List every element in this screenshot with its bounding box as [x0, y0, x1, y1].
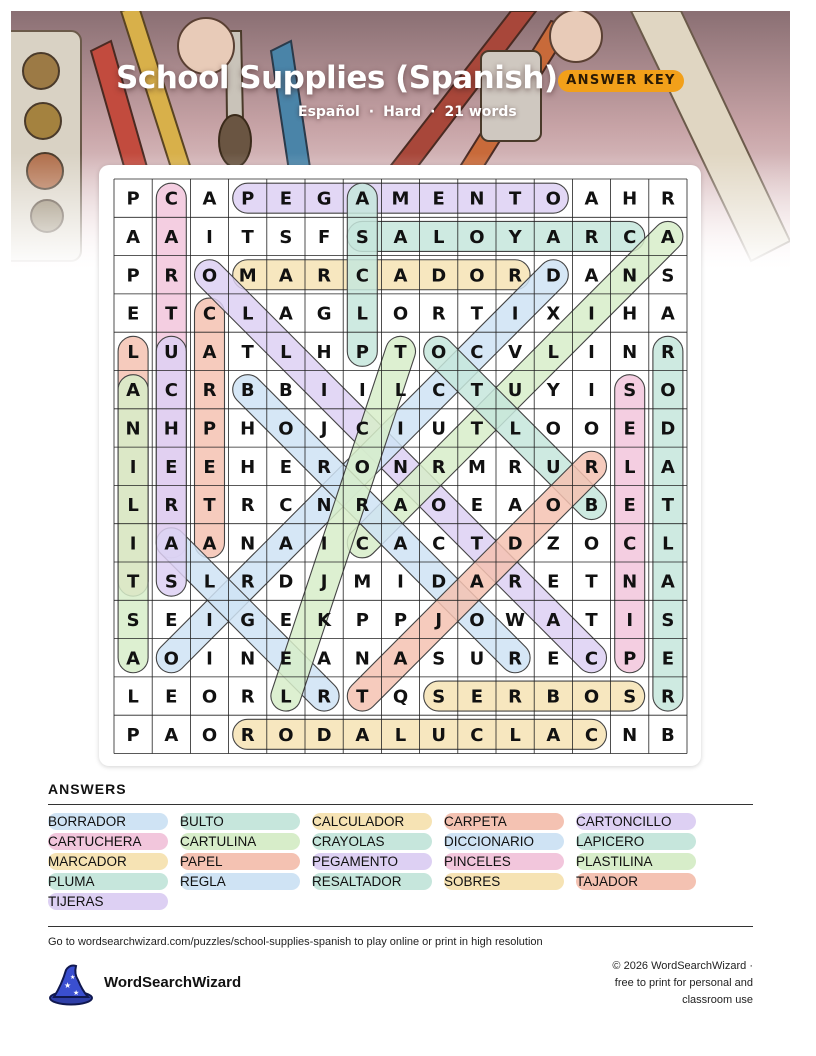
grid-letter: S	[432, 648, 446, 670]
grid-letter: C	[355, 265, 369, 287]
copyright-line: classroom use	[682, 994, 753, 1006]
grid-letter: S	[164, 571, 178, 593]
answer-word: CARPETA	[444, 813, 564, 830]
grid-letter: H	[163, 418, 179, 440]
grid-letter: R	[240, 495, 255, 517]
grid-letter: O	[545, 188, 561, 210]
grid-letter: R	[660, 341, 675, 363]
grid-letter: L	[356, 303, 369, 325]
grid-letter: N	[622, 265, 638, 287]
grid-letter: M	[353, 571, 372, 593]
grid-letter: E	[165, 456, 178, 478]
grid-letter: A	[660, 303, 675, 325]
grid-letter: R	[431, 303, 446, 325]
grid-letter: K	[317, 609, 332, 631]
grid-letter: B	[584, 495, 599, 517]
grid-letter: U	[507, 380, 523, 402]
grid-letter: R	[508, 456, 523, 478]
grid-letter: A	[126, 648, 141, 670]
grid-letter: E	[547, 648, 560, 670]
grid-letter: T	[470, 380, 484, 402]
answer-word: CALCULADOR	[312, 813, 432, 830]
brand-name: WordSearchWizard	[104, 974, 242, 991]
grid-letter: A	[355, 188, 370, 210]
grid-letter: C	[432, 533, 446, 555]
footer-divider	[48, 926, 753, 927]
grid-letter: R	[317, 686, 332, 708]
grid-letter: L	[509, 724, 521, 746]
grid-letter: S	[432, 686, 446, 708]
grid-letter: A	[355, 724, 370, 746]
grid-letter: A	[393, 495, 408, 517]
answer-word: PAPEL	[180, 853, 300, 870]
grid-letter: A	[660, 571, 675, 593]
grid-letter: R	[202, 380, 217, 402]
grid-letter: P	[241, 188, 255, 210]
grid-letter: A	[584, 188, 599, 210]
grid-letter: R	[317, 265, 332, 287]
grid-letter: I	[626, 609, 634, 631]
grid-letter: O	[201, 686, 218, 708]
grid-letter: L	[432, 226, 445, 248]
answers-heading: ANSWERS	[48, 781, 127, 797]
grid-letter: S	[355, 226, 369, 248]
grid-letter: C	[584, 648, 599, 670]
grid-letter: M	[391, 188, 410, 210]
grid-letter: S	[623, 380, 637, 402]
grid-letter: C	[355, 418, 369, 440]
grid-letter: I	[397, 418, 404, 440]
grid-letter: B	[661, 724, 675, 746]
answer-word: PLASTILINA	[576, 853, 696, 870]
grid-letter: E	[279, 648, 293, 670]
grid-letter: T	[394, 341, 407, 363]
answer-word: CRAYOLAS	[312, 833, 432, 850]
grid-letter: C	[355, 533, 369, 555]
grid-letter: L	[623, 456, 636, 478]
answer-word: MARCADOR	[48, 853, 168, 870]
grid-letter: I	[358, 380, 366, 402]
grid-letter: U	[545, 456, 561, 478]
grid-letter: P	[355, 341, 369, 363]
grid-letter: S	[623, 686, 637, 708]
grid-letter: P	[126, 265, 140, 287]
grid-letter: D	[431, 265, 447, 287]
svg-text:★: ★	[73, 990, 80, 997]
grid-letter: I	[206, 226, 213, 248]
grid-letter: A	[546, 724, 561, 746]
grid-letter: A	[164, 533, 179, 555]
grid-letter: D	[431, 571, 447, 593]
answer-word: PINCELES	[444, 853, 564, 870]
grid-letter: R	[584, 456, 599, 478]
grid-letter: U	[431, 418, 447, 440]
grid-letter: O	[469, 226, 485, 248]
footer-link-text[interactable]: Go to wordsearchwizard.com/puzzles/school-supplies-spanish to play online or print in high resolution	[48, 936, 543, 948]
grid-letter: I	[320, 533, 328, 555]
grid-letter: D	[545, 265, 561, 287]
grid-letter: J	[320, 418, 328, 440]
grid-letter: O	[354, 456, 370, 478]
grid-letter: I	[129, 533, 137, 555]
grid-letter: N	[469, 188, 485, 210]
grid-letter: H	[240, 418, 256, 440]
grid-letter: C	[470, 724, 484, 746]
grid-letter: C	[584, 724, 599, 746]
grid-letter: T	[661, 495, 675, 517]
grid-letter: O	[469, 609, 485, 631]
answer-word: REGLA	[180, 873, 300, 890]
copyright-line: free to print for personal and	[614, 977, 753, 989]
grid-letter: C	[279, 495, 293, 517]
grid-letter: T	[203, 495, 216, 517]
grid-letter: W	[505, 609, 526, 631]
grid-letter: E	[126, 303, 140, 325]
grid-letter: C	[470, 341, 484, 363]
grid-letter: U	[163, 341, 179, 363]
grid-letter: E	[279, 456, 293, 478]
grid-letter: T	[585, 609, 598, 631]
grid-letter: L	[509, 418, 521, 440]
grid-letter: C	[623, 226, 637, 248]
grid-letter: Z	[546, 533, 560, 555]
grid-letter: F	[317, 226, 331, 248]
grid-letter: C	[164, 380, 178, 402]
grid-letter: R	[508, 686, 523, 708]
answer-word: DICCIONARIO	[444, 833, 564, 850]
grid-letter: R	[660, 686, 675, 708]
grid-letter: O	[392, 303, 409, 325]
grid-letter: L	[241, 303, 254, 325]
copyright-line: © 2026 WordSearchWizard ·	[612, 960, 753, 972]
grid-letter: E	[547, 571, 560, 593]
grid-letter: J	[435, 609, 443, 631]
grid-letter: G	[316, 303, 332, 325]
grid-letter: A	[660, 226, 675, 248]
grid-letter: S	[126, 609, 140, 631]
grid-letter: A	[546, 609, 561, 631]
grid-letter: R	[240, 571, 255, 593]
grid-letter: R	[240, 724, 255, 746]
grid-letter: M	[467, 456, 486, 478]
grid-letter: R	[584, 226, 599, 248]
grid-letter: N	[392, 456, 409, 478]
grid-letter: N	[316, 495, 332, 517]
grid-letter: E	[623, 495, 636, 517]
grid-letter: E	[470, 495, 484, 517]
grid-letter: I	[511, 303, 519, 325]
grid-letter: E	[279, 609, 293, 631]
grid-letter: O	[583, 418, 600, 440]
answer-word: BULTO	[180, 813, 300, 830]
grid-letter: L	[280, 686, 292, 708]
grid-letter: R	[508, 265, 523, 287]
grid-letter: A	[393, 265, 408, 287]
word-count-label: 21 words	[444, 104, 517, 120]
grid-letter: E	[470, 686, 484, 708]
grid-letter: I	[320, 380, 328, 402]
grid-letter: O	[660, 380, 676, 402]
grid-letter: A	[317, 648, 332, 670]
difficulty-label: Hard	[383, 104, 422, 120]
grid-letter: O	[469, 265, 485, 287]
grid-letter: B	[240, 380, 255, 402]
answer-word: PLUMA	[48, 873, 168, 890]
grid-letter: A	[164, 226, 179, 248]
grid-letter: A	[469, 571, 484, 593]
grid-letter: H	[316, 341, 332, 363]
grid-letter: O	[545, 495, 561, 517]
grid-letter: C	[164, 188, 178, 210]
grid-letter: T	[470, 418, 484, 440]
grid-letter: O	[201, 265, 218, 287]
grid-letter: B	[279, 380, 293, 402]
grid-letter: E	[165, 686, 178, 708]
grid-letter: L	[394, 724, 407, 746]
grid-letter: A	[278, 265, 293, 287]
grid-letter: O	[201, 724, 218, 746]
grid-letter: P	[623, 648, 637, 670]
grid-letter: G	[240, 609, 256, 631]
grid-letter: O	[431, 495, 447, 517]
grid-letter: A	[126, 226, 141, 248]
answer-word: RESALTADOR	[312, 873, 432, 890]
grid-letter: I	[588, 380, 595, 402]
grid-letter: Y	[546, 380, 560, 402]
grid-letter: A	[202, 341, 217, 363]
svg-text:★: ★	[70, 975, 76, 981]
grid-letter: O	[431, 341, 447, 363]
grid-letter: N	[622, 571, 638, 593]
grid-letter: J	[320, 571, 328, 593]
copyright-notice	[573, 958, 753, 1009]
grid-letter: O	[545, 418, 561, 440]
grid-letter: N	[354, 648, 370, 670]
grid-letter: I	[588, 341, 595, 363]
grid-letter: I	[397, 571, 404, 593]
grid-letter: R	[164, 495, 179, 517]
answer-word: SOBRES	[444, 873, 564, 890]
grid-letter: L	[394, 380, 407, 402]
grid-letter: R	[240, 686, 255, 708]
grid-letter: C	[432, 380, 446, 402]
grid-letter: O	[278, 724, 294, 746]
answer-word: CARTULINA	[180, 833, 300, 850]
grid-letter: L	[127, 341, 139, 363]
language-label: Español	[298, 104, 360, 120]
grid-letter: C	[623, 533, 637, 555]
grid-letter: A	[584, 265, 599, 287]
grid-letter: O	[278, 418, 294, 440]
grid-letter: Y	[508, 226, 522, 248]
grid-letter: O	[163, 648, 179, 670]
grid-letter: N	[240, 648, 256, 670]
grid-letter: T	[356, 686, 369, 708]
grid-letter: N	[240, 533, 256, 555]
grid-letter: P	[126, 188, 140, 210]
grid-letter: H	[240, 456, 256, 478]
grid-letter: E	[279, 188, 293, 210]
grid-letter: P	[355, 609, 369, 631]
answer-word: CARTUCHERA	[48, 833, 168, 850]
grid-letter: L	[547, 341, 560, 363]
grid-letter: T	[585, 571, 598, 593]
answer-word: LAPICERO	[576, 833, 696, 850]
grid-letter: E	[432, 188, 445, 210]
grid-letter: O	[583, 533, 600, 555]
grid-letter: E	[165, 609, 178, 631]
grid-letter: I	[129, 456, 137, 478]
grid-letter: P	[202, 418, 217, 440]
grid-letter: T	[508, 188, 522, 210]
grid-letter: I	[588, 303, 595, 325]
grid-letter: I	[206, 648, 213, 670]
grid-letter: D	[278, 571, 294, 593]
answers-list	[48, 813, 753, 913]
grid-letter: E	[661, 648, 675, 670]
grid-letter: H	[622, 188, 638, 210]
grid-letter: A	[393, 533, 408, 555]
grid-letter: E	[623, 418, 636, 440]
grid-letter: R	[164, 265, 179, 287]
grid-letter: B	[546, 686, 561, 708]
grid-letter: A	[278, 303, 293, 325]
grid-letter: M	[238, 265, 257, 287]
puzzle-grid	[99, 165, 701, 766]
grid-letter: S	[661, 265, 675, 287]
grid-letter: O	[583, 686, 600, 708]
grid-letter: A	[278, 533, 293, 555]
answer-word: TIJERAS	[48, 893, 168, 910]
grid-letter: G	[316, 188, 332, 210]
grid-letter: D	[316, 724, 332, 746]
grid-letter: L	[127, 495, 139, 517]
grid-letter: T	[126, 571, 140, 593]
grid-letter: A	[126, 380, 141, 402]
grid-letter: Q	[392, 686, 409, 708]
grid-letter: N	[622, 341, 638, 363]
grid-letter: L	[127, 686, 139, 708]
grid-letter: P	[126, 724, 140, 746]
svg-text:★: ★	[64, 981, 72, 990]
grid-letter: T	[470, 533, 484, 555]
grid-letter: R	[317, 456, 332, 478]
page-title: School Supplies (Spanish)	[116, 60, 558, 96]
grid-letter: X	[546, 303, 561, 325]
grid-letter: D	[507, 533, 523, 555]
answer-word: TAJADOR	[576, 873, 696, 890]
grid-letter: A	[660, 456, 675, 478]
grid-letter: C	[202, 303, 217, 325]
grid-letter: A	[164, 724, 179, 746]
grid-letter: E	[203, 456, 216, 478]
grid-letter: R	[431, 456, 446, 478]
grid-letter: V	[508, 341, 523, 363]
answer-word: CARTONCILLO	[576, 813, 696, 830]
puzzle-card	[99, 165, 701, 766]
grid-letter: T	[165, 303, 178, 325]
grid-letter: L	[662, 533, 674, 555]
grid-letter: N	[125, 418, 141, 440]
grid-letter: A	[393, 648, 408, 670]
grid-letter: A	[393, 226, 408, 248]
grid-letter: U	[431, 724, 447, 746]
grid-letter: A	[202, 188, 217, 210]
grid-letter: I	[206, 609, 213, 631]
grid-letter: S	[279, 226, 293, 248]
grid-letter: T	[241, 226, 254, 248]
grid-letter: A	[546, 226, 561, 248]
grid-letter: T	[241, 341, 254, 363]
grid-letter: D	[660, 418, 676, 440]
grid-letter: A	[202, 533, 217, 555]
grid-letter: R	[660, 188, 675, 210]
grid-letter: N	[622, 724, 638, 746]
grid-letter: L	[203, 571, 216, 593]
grid-letter: A	[508, 495, 523, 517]
puzzle-meta: Español · Hard · 21 words	[298, 104, 517, 120]
answer-key-badge: ANSWER KEY	[558, 70, 684, 92]
grid-letter: H	[622, 303, 638, 325]
grid-letter: P	[393, 609, 408, 631]
grid-letter: R	[508, 648, 523, 670]
grid-letter: S	[661, 609, 675, 631]
grid-letter: R	[355, 495, 370, 517]
grid-letter: T	[470, 303, 484, 325]
grid-letter: L	[280, 341, 292, 363]
wizard-hat-icon	[48, 962, 94, 1006]
answer-word: BORRADOR	[48, 813, 168, 830]
grid-letter: U	[469, 648, 485, 670]
answer-word: PEGAMENTO	[312, 853, 432, 870]
grid-letter: R	[508, 571, 523, 593]
answers-divider	[48, 804, 753, 805]
